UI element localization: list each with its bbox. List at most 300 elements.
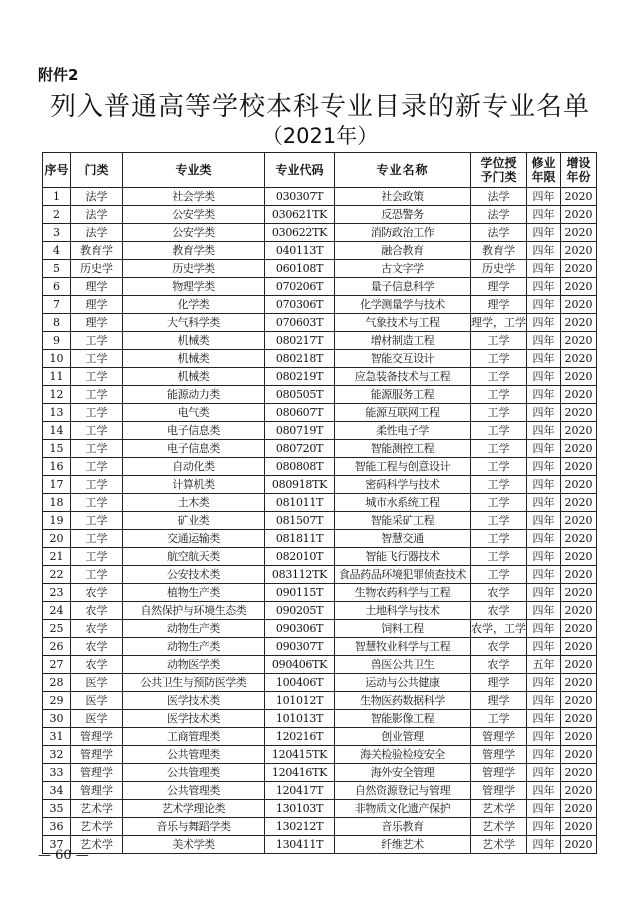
cell-year-added: 2020 (561, 548, 597, 566)
cell-major-class: 动物生产类 (123, 620, 265, 638)
cell-category: 工学 (71, 512, 123, 530)
cell-major-code: 080218T (265, 350, 335, 368)
table-row (43, 260, 597, 278)
cell-index: 27 (43, 656, 71, 674)
cell-duration: 五年 (527, 656, 561, 674)
cell-major-class: 计算机类 (123, 476, 265, 494)
cell-duration: 四年 (527, 206, 561, 224)
cell-index: 7 (43, 296, 71, 314)
cell-major-name: 柔性电子学 (335, 422, 471, 440)
cell-major-code: 120216T (265, 728, 335, 746)
cell-duration: 四年 (527, 314, 561, 332)
cell-category: 工学 (71, 494, 123, 512)
cell-major-class: 历史学类 (123, 260, 265, 278)
cell-major-class: 机械类 (123, 368, 265, 386)
cell-year-added: 2020 (561, 314, 597, 332)
cell-index: 6 (43, 278, 71, 296)
cell-major-name: 智能交互设计 (335, 350, 471, 368)
cell-duration: 四年 (527, 278, 561, 296)
cell-major-class: 自然保护与环境生态类 (123, 602, 265, 620)
cell-category: 艺术学 (71, 836, 123, 854)
cell-major-name: 纤维艺术 (335, 836, 471, 854)
cell-category: 工学 (71, 530, 123, 548)
cell-major-code: 080217T (265, 332, 335, 350)
cell-major-name: 反恐警务 (335, 206, 471, 224)
cell-category: 工学 (71, 566, 123, 584)
cell-degree-category: 管理学 (471, 764, 527, 782)
table-row (43, 206, 597, 224)
cell-index: 23 (43, 584, 71, 602)
cell-degree-category: 法学 (471, 206, 527, 224)
cell-year-added: 2020 (561, 188, 597, 206)
cell-duration: 四年 (527, 440, 561, 458)
cell-major-class: 能源动力类 (123, 386, 265, 404)
table-row (43, 764, 597, 782)
cell-category: 工学 (71, 350, 123, 368)
cell-major-name: 智能飞行器技术 (335, 548, 471, 566)
cell-major-code: 101013T (265, 710, 335, 728)
cell-major-name: 社会政策 (335, 188, 471, 206)
cell-major-class: 交通运输类 (123, 530, 265, 548)
col-header-duration: 修业年限 (527, 153, 561, 188)
cell-major-code: 130411T (265, 836, 335, 854)
cell-index: 14 (43, 422, 71, 440)
cell-major-name: 量子信息科学 (335, 278, 471, 296)
table-row (43, 584, 597, 602)
cell-duration: 四年 (527, 764, 561, 782)
cell-duration: 四年 (527, 800, 561, 818)
table-row (43, 188, 597, 206)
cell-duration: 四年 (527, 350, 561, 368)
cell-major-code: 090115T (265, 584, 335, 602)
cell-major-class: 医学技术类 (123, 710, 265, 728)
cell-category: 工学 (71, 386, 123, 404)
cell-major-code: 081507T (265, 512, 335, 530)
table-body (43, 188, 597, 854)
cell-degree-category: 农学 (471, 584, 527, 602)
cell-major-code: 100406T (265, 674, 335, 692)
cell-year-added: 2020 (561, 746, 597, 764)
cell-index: 30 (43, 710, 71, 728)
cell-major-code: 080505T (265, 386, 335, 404)
cell-major-name: 密码科学与技术 (335, 476, 471, 494)
cell-year-added: 2020 (561, 368, 597, 386)
cell-index: 34 (43, 782, 71, 800)
cell-year-added: 2020 (561, 764, 597, 782)
cell-index: 25 (43, 620, 71, 638)
cell-year-added: 2020 (561, 782, 597, 800)
table-row (43, 278, 597, 296)
cell-index: 2 (43, 206, 71, 224)
cell-category: 法学 (71, 224, 123, 242)
cell-year-added: 2020 (561, 602, 597, 620)
cell-year-added: 2020 (561, 278, 597, 296)
cell-major-class: 动物生产类 (123, 638, 265, 656)
cell-category: 管理学 (71, 764, 123, 782)
cell-major-class: 公共卫生与预防医学类 (123, 674, 265, 692)
cell-major-class: 自动化类 (123, 458, 265, 476)
cell-year-added: 2020 (561, 728, 597, 746)
attachment-label: 附件2 (38, 66, 79, 84)
cell-category: 管理学 (71, 728, 123, 746)
cell-major-name: 运动与公共健康 (335, 674, 471, 692)
cell-major-code: 082010T (265, 548, 335, 566)
cell-degree-category: 农学 (471, 602, 527, 620)
cell-category: 理学 (71, 278, 123, 296)
cell-degree-category: 工学 (471, 404, 527, 422)
cell-year-added: 2020 (561, 260, 597, 278)
cell-major-name: 食品药品环境犯罪侦查技术 (335, 566, 471, 584)
cell-index: 22 (43, 566, 71, 584)
table-header-row (43, 153, 597, 188)
cell-degree-category: 农学 (471, 656, 527, 674)
cell-index: 31 (43, 728, 71, 746)
cell-category: 艺术学 (71, 818, 123, 836)
cell-year-added: 2020 (561, 494, 597, 512)
cell-index: 17 (43, 476, 71, 494)
cell-year-added: 2020 (561, 818, 597, 836)
cell-degree-category: 工学 (471, 548, 527, 566)
cell-category: 农学 (71, 656, 123, 674)
col-header-major-name: 专业名称 (335, 153, 471, 188)
cell-degree-category: 教育学 (471, 242, 527, 260)
cell-degree-category: 工学 (471, 332, 527, 350)
cell-major-code: 081811T (265, 530, 335, 548)
cell-degree-category: 历史学 (471, 260, 527, 278)
table-row (43, 422, 597, 440)
cell-index: 13 (43, 404, 71, 422)
table-row (43, 674, 597, 692)
col-header-major-class: 专业类 (123, 153, 265, 188)
cell-duration: 四年 (527, 494, 561, 512)
cell-index: 11 (43, 368, 71, 386)
cell-category: 理学 (71, 314, 123, 332)
cell-duration: 四年 (527, 548, 561, 566)
cell-category: 工学 (71, 458, 123, 476)
cell-year-added: 2020 (561, 440, 597, 458)
cell-degree-category: 理学 (471, 692, 527, 710)
cell-degree-category: 工学 (471, 422, 527, 440)
cell-duration: 四年 (527, 260, 561, 278)
cell-major-name: 消防政治工作 (335, 224, 471, 242)
cell-major-code: 090307T (265, 638, 335, 656)
table-row (43, 476, 597, 494)
cell-degree-category: 工学 (471, 350, 527, 368)
cell-duration: 四年 (527, 638, 561, 656)
cell-major-code: 081011T (265, 494, 335, 512)
cell-duration: 四年 (527, 242, 561, 260)
cell-duration: 四年 (527, 728, 561, 746)
cell-degree-category: 工学 (471, 530, 527, 548)
cell-degree-category: 工学 (471, 512, 527, 530)
cell-major-class: 物理学类 (123, 278, 265, 296)
cell-duration: 四年 (527, 476, 561, 494)
cell-year-added: 2020 (561, 458, 597, 476)
cell-major-code: 030307T (265, 188, 335, 206)
cell-major-name: 智能采矿工程 (335, 512, 471, 530)
document-subtitle: （2021年） (261, 124, 379, 148)
cell-major-name: 化学测量学与技术 (335, 296, 471, 314)
cell-category: 历史学 (71, 260, 123, 278)
table-row (43, 656, 597, 674)
cell-major-code: 080720T (265, 440, 335, 458)
col-header-category: 门类 (71, 153, 123, 188)
col-header-degree-category: 学位授予门类 (471, 153, 527, 188)
cell-duration: 四年 (527, 512, 561, 530)
cell-major-name: 增材制造工程 (335, 332, 471, 350)
cell-index: 5 (43, 260, 71, 278)
cell-index: 21 (43, 548, 71, 566)
cell-degree-category: 工学 (471, 440, 527, 458)
cell-duration: 四年 (527, 422, 561, 440)
cell-degree-category: 工学 (471, 710, 527, 728)
major-list-table (42, 152, 597, 854)
cell-year-added: 2020 (561, 620, 597, 638)
cell-major-code: 080719T (265, 422, 335, 440)
cell-index: 29 (43, 692, 71, 710)
cell-major-name: 海外安全管理 (335, 764, 471, 782)
cell-major-code: 070306T (265, 296, 335, 314)
cell-duration: 四年 (527, 620, 561, 638)
cell-degree-category: 管理学 (471, 728, 527, 746)
cell-index: 36 (43, 818, 71, 836)
cell-major-code: 090306T (265, 620, 335, 638)
table-row (43, 404, 597, 422)
cell-major-class: 美术学类 (123, 836, 265, 854)
cell-major-code: 080808T (265, 458, 335, 476)
cell-major-class: 教育学类 (123, 242, 265, 260)
cell-index: 15 (43, 440, 71, 458)
cell-category: 工学 (71, 422, 123, 440)
cell-major-code: 080607T (265, 404, 335, 422)
cell-major-name: 古文字学 (335, 260, 471, 278)
table-row (43, 728, 597, 746)
table-row (43, 548, 597, 566)
cell-year-added: 2020 (561, 206, 597, 224)
cell-major-name: 城市水系统工程 (335, 494, 471, 512)
cell-duration: 四年 (527, 584, 561, 602)
cell-index: 1 (43, 188, 71, 206)
cell-year-added: 2020 (561, 566, 597, 584)
cell-major-class: 公共管理类 (123, 746, 265, 764)
table-row (43, 530, 597, 548)
cell-category: 工学 (71, 440, 123, 458)
cell-index: 32 (43, 746, 71, 764)
cell-category: 艺术学 (71, 800, 123, 818)
cell-major-code: 101012T (265, 692, 335, 710)
table-row (43, 512, 597, 530)
cell-major-class: 公共管理类 (123, 782, 265, 800)
cell-category: 医学 (71, 674, 123, 692)
cell-degree-category: 理学，工学 (471, 314, 527, 332)
cell-duration: 四年 (527, 188, 561, 206)
cell-year-added: 2020 (561, 404, 597, 422)
cell-year-added: 2020 (561, 674, 597, 692)
cell-category: 教育学 (71, 242, 123, 260)
cell-category: 医学 (71, 710, 123, 728)
cell-major-code: 030622TK (265, 224, 335, 242)
cell-major-class: 机械类 (123, 350, 265, 368)
table-row (43, 350, 597, 368)
cell-duration: 四年 (527, 368, 561, 386)
cell-major-class: 矿业类 (123, 512, 265, 530)
cell-major-name: 音乐教育 (335, 818, 471, 836)
cell-index: 4 (43, 242, 71, 260)
cell-duration: 四年 (527, 674, 561, 692)
cell-duration: 四年 (527, 746, 561, 764)
table-row (43, 458, 597, 476)
cell-major-name: 能源服务工程 (335, 386, 471, 404)
cell-major-class: 公安技术类 (123, 566, 265, 584)
cell-degree-category: 农学，工学 (471, 620, 527, 638)
cell-index: 33 (43, 764, 71, 782)
cell-degree-category: 艺术学 (471, 818, 527, 836)
cell-degree-category: 艺术学 (471, 800, 527, 818)
cell-category: 工学 (71, 368, 123, 386)
cell-major-code: 130212T (265, 818, 335, 836)
col-header-year-added: 增设年份 (561, 153, 597, 188)
cell-major-class: 电气类 (123, 404, 265, 422)
cell-major-code: 120417T (265, 782, 335, 800)
cell-category: 法学 (71, 206, 123, 224)
cell-year-added: 2020 (561, 422, 597, 440)
cell-duration: 四年 (527, 530, 561, 548)
cell-degree-category: 农学 (471, 638, 527, 656)
cell-index: 24 (43, 602, 71, 620)
cell-major-class: 电子信息类 (123, 422, 265, 440)
cell-degree-category: 法学 (471, 224, 527, 242)
cell-major-name: 土地科学与技术 (335, 602, 471, 620)
cell-year-added: 2020 (561, 530, 597, 548)
cell-major-name: 应急装备技术与工程 (335, 368, 471, 386)
cell-year-added: 2020 (561, 800, 597, 818)
cell-year-added: 2020 (561, 692, 597, 710)
cell-major-class: 工商管理类 (123, 728, 265, 746)
table-row (43, 692, 597, 710)
cell-major-class: 公安学类 (123, 206, 265, 224)
table-row (43, 332, 597, 350)
cell-year-added: 2020 (561, 332, 597, 350)
cell-index: 12 (43, 386, 71, 404)
cell-index: 28 (43, 674, 71, 692)
cell-duration: 四年 (527, 458, 561, 476)
cell-year-added: 2020 (561, 638, 597, 656)
cell-year-added: 2020 (561, 386, 597, 404)
cell-major-name: 非物质文化遗产保护 (335, 800, 471, 818)
cell-year-added: 2020 (561, 224, 597, 242)
cell-duration: 四年 (527, 386, 561, 404)
cell-degree-category: 工学 (471, 476, 527, 494)
cell-degree-category: 管理学 (471, 746, 527, 764)
cell-major-class: 公共管理类 (123, 764, 265, 782)
table-row (43, 368, 597, 386)
cell-index: 16 (43, 458, 71, 476)
table-row (43, 566, 597, 584)
cell-major-code: 090205T (265, 602, 335, 620)
cell-index: 18 (43, 494, 71, 512)
cell-degree-category: 工学 (471, 386, 527, 404)
table-row (43, 782, 597, 800)
cell-category: 农学 (71, 620, 123, 638)
cell-major-code: 090406TK (265, 656, 335, 674)
cell-degree-category: 法学 (471, 188, 527, 206)
cell-duration: 四年 (527, 602, 561, 620)
cell-duration: 四年 (527, 818, 561, 836)
cell-year-added: 2020 (561, 242, 597, 260)
cell-major-class: 大气科学类 (123, 314, 265, 332)
cell-duration: 四年 (527, 224, 561, 242)
table-row (43, 314, 597, 332)
cell-index: 37 (43, 836, 71, 854)
cell-major-class: 社会学类 (123, 188, 265, 206)
cell-duration: 四年 (527, 566, 561, 584)
cell-index: 26 (43, 638, 71, 656)
page-number: — 60 — (38, 848, 89, 863)
cell-major-name: 自然资源登记与管理 (335, 782, 471, 800)
cell-major-name: 智慧交通 (335, 530, 471, 548)
table-row (43, 746, 597, 764)
cell-index: 3 (43, 224, 71, 242)
cell-duration: 四年 (527, 404, 561, 422)
cell-major-class: 音乐与舞蹈学类 (123, 818, 265, 836)
table-row (43, 224, 597, 242)
cell-major-code: 080918TK (265, 476, 335, 494)
cell-index: 8 (43, 314, 71, 332)
cell-major-code: 120415TK (265, 746, 335, 764)
cell-index: 20 (43, 530, 71, 548)
cell-major-code: 070603T (265, 314, 335, 332)
cell-degree-category: 工学 (471, 566, 527, 584)
col-header-major-code: 专业代码 (265, 153, 335, 188)
cell-category: 工学 (71, 476, 123, 494)
cell-major-class: 航空航天类 (123, 548, 265, 566)
table-row (43, 620, 597, 638)
table-row (43, 800, 597, 818)
cell-year-added: 2020 (561, 584, 597, 602)
cell-major-name: 智能影像工程 (335, 710, 471, 728)
cell-degree-category: 工学 (471, 494, 527, 512)
table-row (43, 440, 597, 458)
cell-year-added: 2020 (561, 512, 597, 530)
cell-major-name: 智能测控工程 (335, 440, 471, 458)
cell-index: 19 (43, 512, 71, 530)
cell-major-code: 040113T (265, 242, 335, 260)
cell-major-code: 083112TK (265, 566, 335, 584)
cell-major-class: 电子信息类 (123, 440, 265, 458)
cell-category: 工学 (71, 548, 123, 566)
cell-degree-category: 理学 (471, 278, 527, 296)
table-row (43, 638, 597, 656)
cell-degree-category: 理学 (471, 674, 527, 692)
table-row (43, 242, 597, 260)
cell-category: 工学 (71, 332, 123, 350)
col-header-index: 序号 (43, 153, 71, 188)
cell-major-name: 生物医药数据科学 (335, 692, 471, 710)
cell-category: 工学 (71, 404, 123, 422)
cell-category: 管理学 (71, 782, 123, 800)
cell-major-class: 艺术学理论类 (123, 800, 265, 818)
cell-duration: 四年 (527, 782, 561, 800)
cell-degree-category: 工学 (471, 458, 527, 476)
cell-major-name: 气象技术与工程 (335, 314, 471, 332)
cell-major-class: 土木类 (123, 494, 265, 512)
cell-duration: 四年 (527, 710, 561, 728)
table-row (43, 386, 597, 404)
cell-category: 医学 (71, 692, 123, 710)
cell-major-name: 智慧牧业科学与工程 (335, 638, 471, 656)
cell-category: 管理学 (71, 746, 123, 764)
cell-major-code: 080219T (265, 368, 335, 386)
